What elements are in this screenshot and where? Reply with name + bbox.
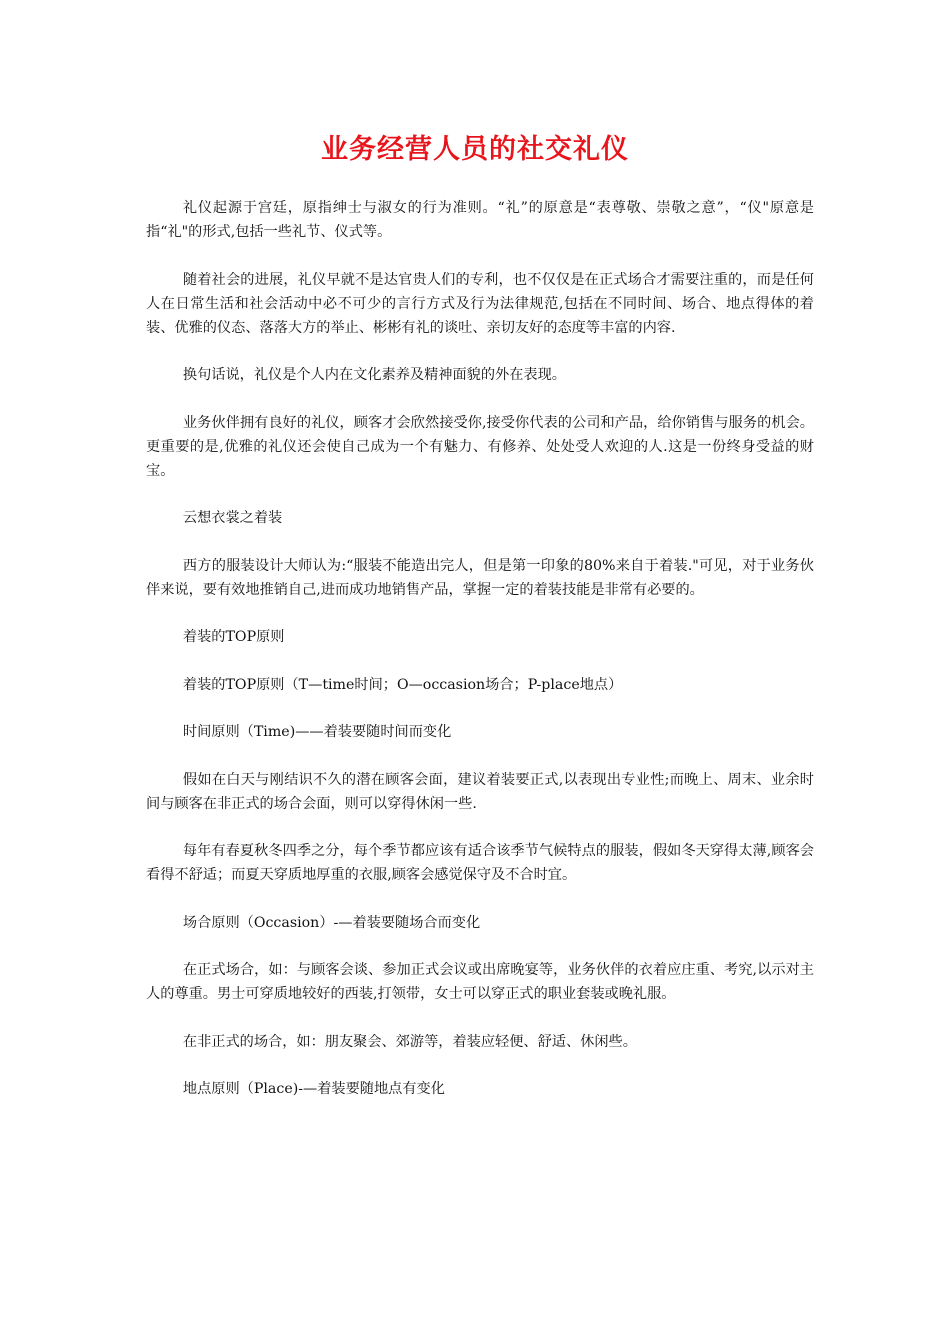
paragraph: 假如在白天与刚结识不久的潜在顾客会面，建议着装要正式,以表现出专业性;而晚上、周末、业余时间与顾客在非正式的场合会面，则可以穿得休闲一些. [146,771,814,812]
paragraph: 换句话说，礼仪是个人内在文化素养及精神面貌的外在表现。 [182,367,566,383]
section-heading: 着装的TOP原则 [182,629,285,645]
paragraph: 每年有春夏秋冬四季之分，每个季节都应该有适合该季节气候特点的服装，假如冬天穿得太薄,顾客会看得不舒适；而夏天穿质地厚重的衣服,顾客会感觉保守及不合时宜。 [146,843,814,883]
paragraph: 在非正式的场合，如：朋友聚会、郊游等，着装应轻便、舒适、休闲些。 [182,1033,637,1050]
section-heading: 时间原则（Time)——着装要随时间而变化 [182,724,452,740]
document-title: 业务经营人员的社交礼仪 [321,134,629,165]
paragraph: 礼仪起源于宫廷，原指绅士与淑女的行为准则。“礼”的原意是“表尊敬、崇敬之意”，“仪"原意是指“礼"的形式,包括一些礼节、仪式等。 [146,200,814,240]
section-heading: 场合原则（Occasion）-—着装要随场合而变化 [182,914,481,931]
document-body [146,196,814,1125]
paragraph: 在正式场合，如：与顾客会谈、参加正式会议或出席晚宴等，业务伙伴的衣着应庄重、考究,以示对主人的尊重。男士可穿质地较好的西装,打领带，女士可以穿正式的职业套装或晚礼服。 [146,962,814,1002]
paragraph: 业务伙伴拥有良好的礼仪，顾客才会欣然接受你,接受你代表的公司和产品，给你销售与服务的机会。更重要的是,优雅的礼仪还会使自己成为一个有魅力、有修养、处处受人欢迎的人.这是一份终身受益的财宝。 [146,414,814,479]
section-heading: 云想衣裳之着装 [182,510,283,526]
paragraph: 着装的TOP原则（T—time时间；O—occasion场合；P-place地点） [182,676,623,693]
paragraph: 西方的服装设计大师认为:“服装不能造出完人，但是第一印象的80%来自于着装."可见，对于业务伙伴来说，要有效地推销自己,进而成功地销售产品，掌握一定的着装技能是非常有必要的。 [146,557,814,598]
section-heading: 地点原则（Place)-—着装要随地点有变化 [182,1081,445,1097]
paragraph: 随着社会的进展，礼仪早就不是达官贵人们的专利，也不仅仅是在正式场合才需要注重的，而是任何人在日常生活和社会活动中必不可少的言行方式及行为法律规范,包括在不同时间、场合、地点得体的着装、优雅的仪态、落落大方的举止、彬彬有礼的谈吐、亲切友好的态度等丰富的内容. [146,271,814,336]
